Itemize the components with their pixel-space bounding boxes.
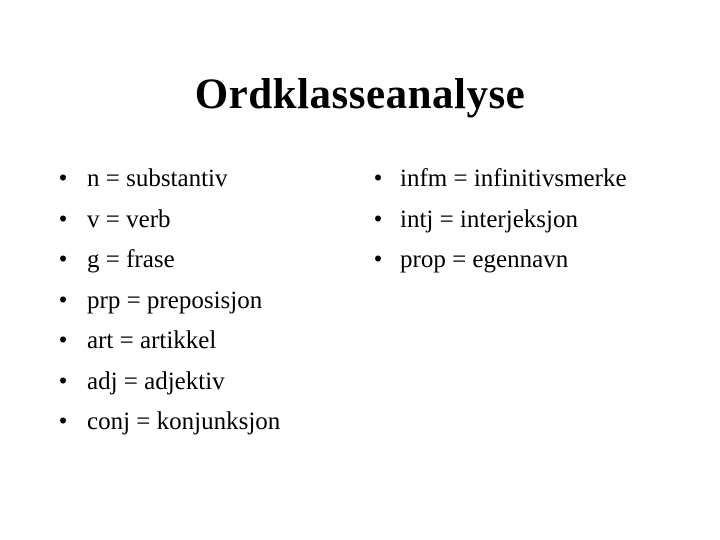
bullet-icon: • — [373, 165, 383, 192]
abbreviation-list-right — [371, 161, 701, 283]
list-item-text: prop = egennavn — [400, 246, 569, 273]
list-item-text: adj = adjektiv — [87, 367, 225, 395]
list-item-text: art = artikkel — [87, 327, 217, 354]
list-item-text: conj = konjunksjon — [87, 408, 281, 435]
list-item — [371, 161, 701, 202]
list-item — [371, 202, 701, 243]
bullet-icon: • — [58, 408, 68, 435]
list-item — [56, 202, 356, 243]
bullet-icon: • — [58, 246, 68, 273]
bullet-icon: • — [373, 205, 383, 233]
list-item-text: intj = interjeksjon — [400, 205, 578, 233]
bullet-icon: • — [58, 367, 68, 395]
list-item-text: g = frase — [87, 246, 175, 273]
list-item — [56, 161, 356, 202]
list-item-text: prp = preposisjon — [87, 286, 263, 314]
list-item — [56, 364, 356, 405]
bullet-icon: • — [58, 165, 68, 192]
bullet-icon: • — [58, 327, 68, 354]
list-item — [56, 404, 356, 445]
list-item — [56, 242, 356, 283]
bullet-icon: • — [373, 246, 383, 273]
bullet-icon: • — [58, 286, 68, 314]
bullet-icon: • — [58, 205, 68, 233]
abbreviation-list-left — [56, 161, 356, 445]
list-item — [56, 283, 356, 324]
list-item — [371, 242, 701, 283]
list-item-text: v = verb — [87, 205, 171, 233]
list-item-text: n = substantiv — [87, 165, 228, 192]
list-item — [56, 323, 356, 364]
slide-title: Ordklasseanalyse — [194, 71, 526, 118]
list-item-text: infm = infinitivsmerke — [400, 165, 627, 192]
